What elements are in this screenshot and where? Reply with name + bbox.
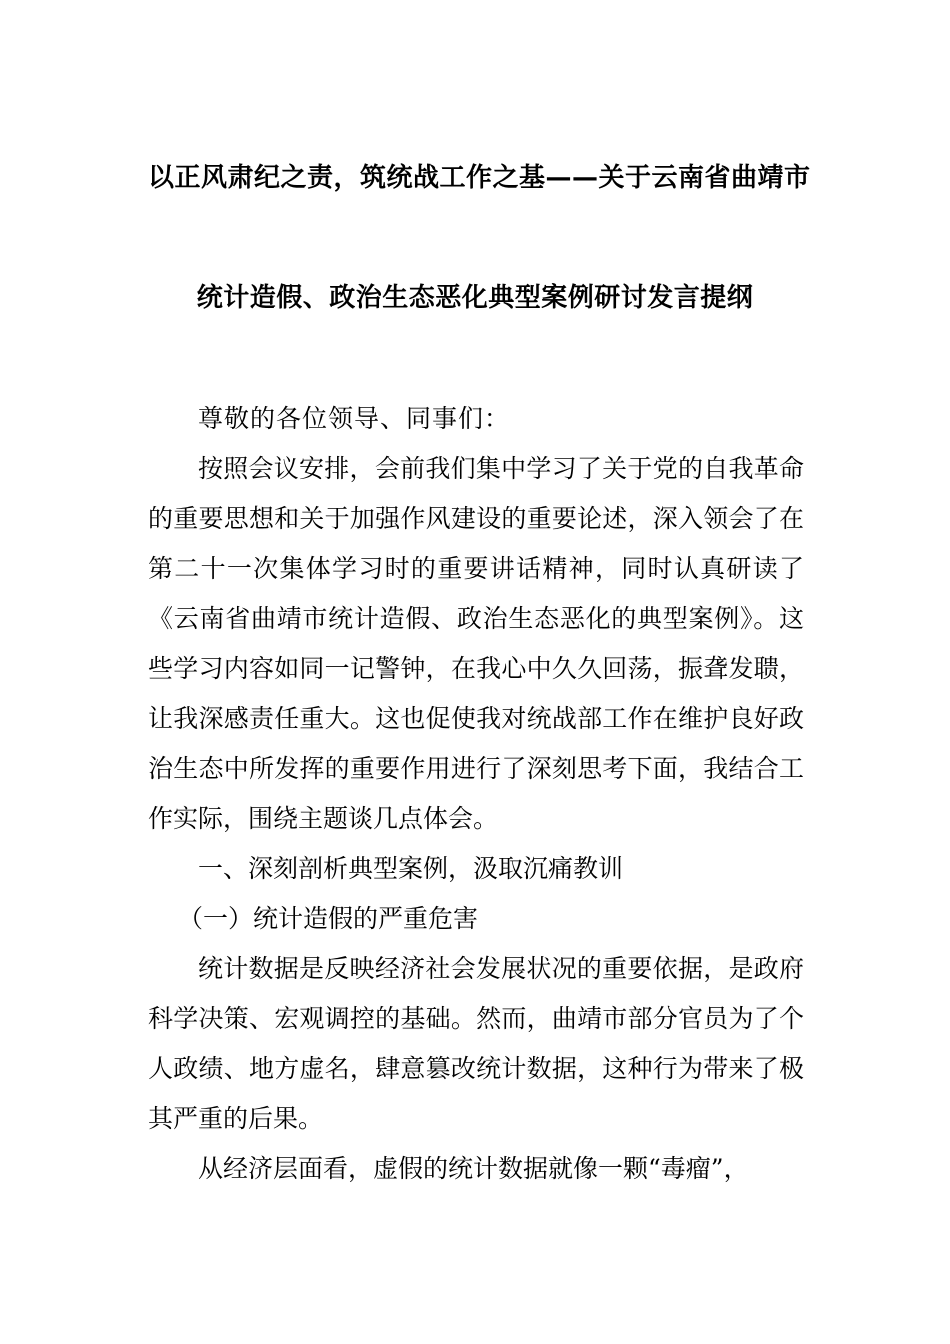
intro-paragraph: 按照会议安排，会前我们集中学习了关于党的自我革命的重要思想和关于加强作风建设的重要论述，深入领会了在第二十一次集体学习时的重要讲话精神，同时认真研读了《云南省曲靖市统计造假、政治生态恶化的典型案例》。这些学习内容如同一记警钟，在我心中久久回荡，振聋发聩，让我深感责任重大。这也促使我对统战部工作在维护良好政治生态中所发挥的重要作用进行了深刻思考下面，我结合工作实际，围绕主题谈几点体会。 (148, 454, 804, 833)
document-body (148, 394, 804, 1194)
body-paragraph-continued: 从经济层面看，虚假的统计数据就像一颗“毒瘤”， (198, 1154, 749, 1183)
document-title-line-2: 统计造假、政治生态恶化典型案例研讨发言提纲 (196, 283, 754, 313)
document-title-line-1: 以正风肃纪之责，筑统战工作之基——关于云南省曲靖市 (148, 163, 811, 193)
greeting-paragraph: 尊敬的各位领导、同事们： (198, 404, 511, 433)
subsection-heading: （一）统计造假的严重危害 (178, 904, 479, 933)
body-paragraph: 统计数据是反映经济社会发展状况的重要依据，是政府科学决策、宏观调控的基础。然而，曲靖市部分官员为了个人政绩、地方虚名，肆意篡改统计数据，这种行为带来了极其严重的后果。 (148, 954, 804, 1133)
section-heading: 一、深刻剖析典型案例，汲取沉痛教训 (198, 854, 624, 883)
